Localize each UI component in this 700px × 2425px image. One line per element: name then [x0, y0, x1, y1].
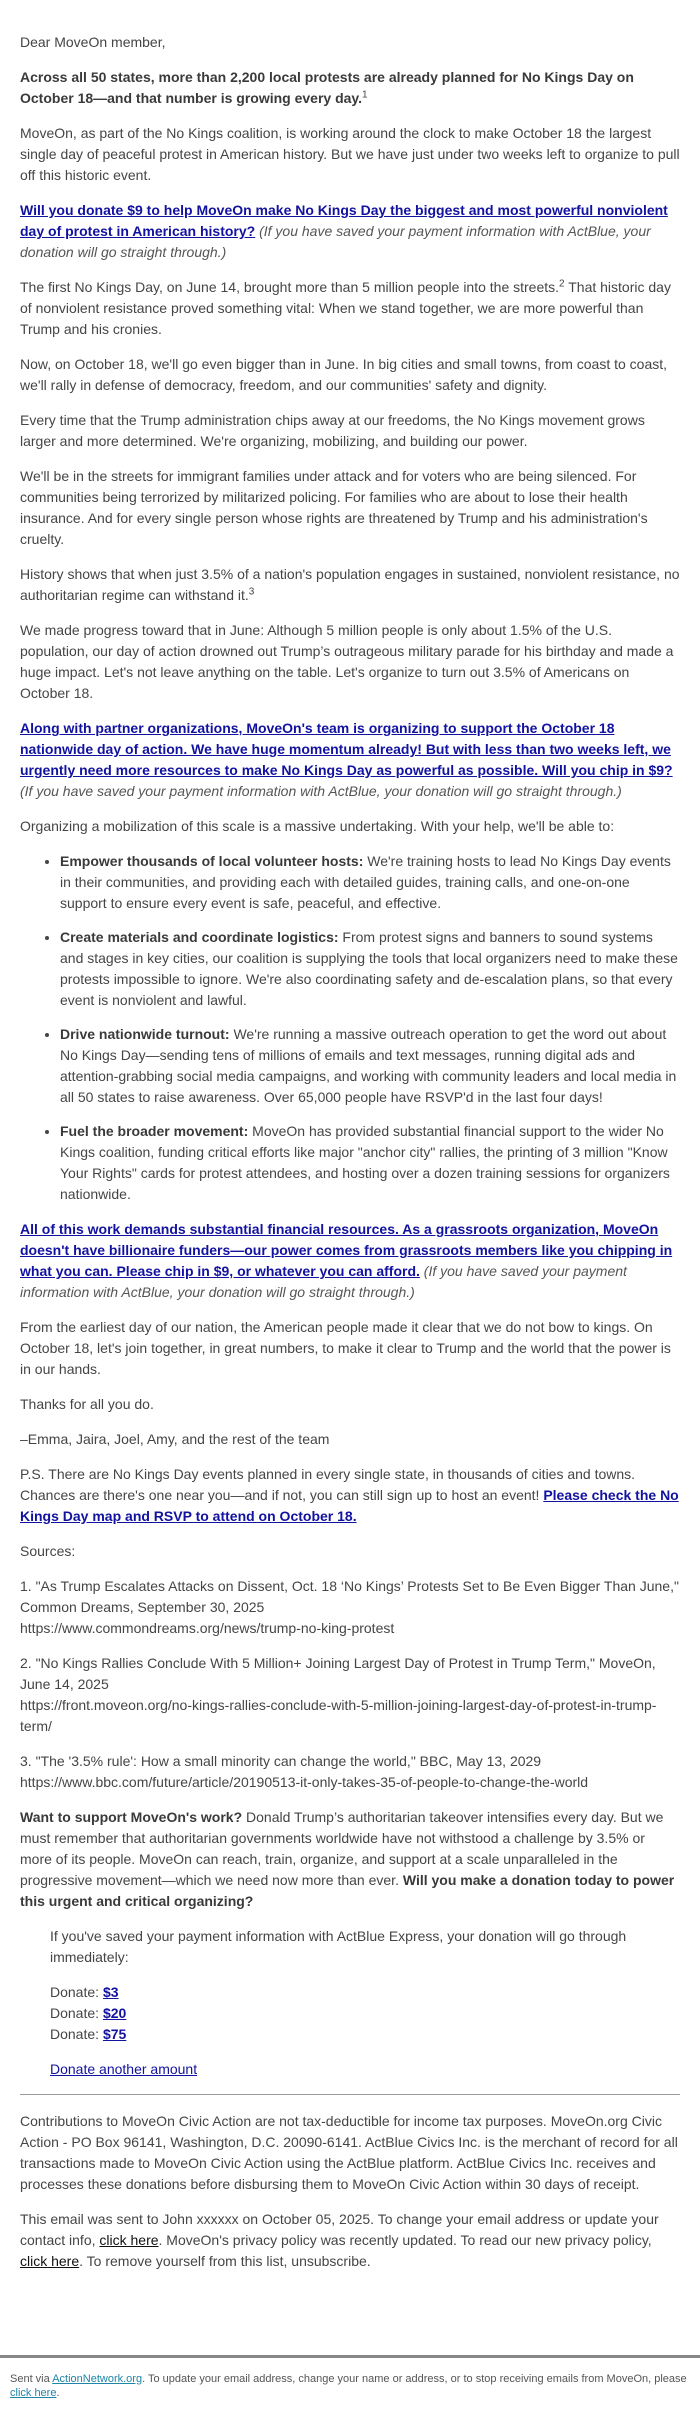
- update-contact-link[interactable]: click here: [99, 2232, 159, 2248]
- paragraph: The first No Kings Day, on June 14, brought more than 5 million people into the streets.$^2$ That historic day of nonviolent resistance proved something vital: When we stand together, we are more powerful than Trump and his cronies.: [20, 278, 671, 337]
- actionnetwork-link[interactable]: ActionNetwork.org: [52, 2373, 143, 2385]
- paragraph: We made progress toward that in June: Although 5 million people is only about 1.5% of the U.S. population, our day of action drowned out Trump’s outrageous military parade for his birthday and made a huge impact. Let's not leave anything on the table. Let's organize to turn out 3.5% of Americans on October 18.: [20, 622, 674, 701]
- footer-divider: [0, 2355, 700, 2358]
- signoff: –Emma, Jaira, Joel, Amy, and the rest of the team: [20, 1431, 330, 1447]
- paragraph: From the earliest day of our nation, the American people made it clear that we do not bow to kings. On October 18, let's join together, in great numbers, to make it clear to Trump and the world that the power is in our hands.: [20, 1319, 671, 1377]
- unsubscribe-link[interactable]: click here: [10, 2387, 57, 2399]
- donate-ask: Will you donate $9 to help MoveOn make No Kings Day the biggest and most powerful nonviolent day of protest in American history? (If you have saved your payment information with ActBlue, your donation will go straight through.): [20, 202, 668, 260]
- footnote-ref: 3: [248, 586, 255, 598]
- footer: Sent via ActionNetwork.org. To update your email address, change your name or address, or to stop receiving emails from MoveOn, please click here.: [10, 2373, 687, 2399]
- express-donate-block: [20, 1926, 680, 2080]
- support-paragraph: Want to support MoveOn's work? Donald Trump’s authoritarian takeover intensifies every day. But we must remember that authoritarian governments worldwide have not withstood a challenge by 3.5% or more of its people. MoveOn can reach, train, organize, and support at a scale unparalleled in the progressive movement—which we need now more than ever. Will you make a donation today to power this urgent and critical organizing?: [20, 1809, 675, 1909]
- paragraph: We'll be in the streets for immigrant families under attack and for voters who are being silenced. For communities being terrorized by militarized policing. For families who are about to lose their health insurance. And for every single person whose rights are threatened by Trump and his administration's cruelty.: [20, 468, 648, 547]
- donate-amounts: Donate: $3 Donate: $20 Donate: $75: [50, 1984, 127, 2042]
- source-url: https://www.bbc.com/future/article/20190513-it-only-takes-35-of-people-to-change-the-world: [20, 1774, 589, 1790]
- donate-other-amount-link[interactable]: Donate another amount: [50, 2061, 198, 2077]
- donate-link[interactable]: Will you donate $9 to help MoveOn make No Kings Day the biggest and most powerful nonviolent day of protest in American history?: [20, 202, 668, 239]
- list-item: • Drive nationwide turnout: We're running a massive outreach operation to get the word out about No Kings Day—sending tens of millions of emails and text messages, running digital ads and attention-grabbing social media campaigns, and working with community leaders and local media in all 50 states to raise awareness. Over 65,000 people have RSVP'd in the last four days!: [60, 1024, 680, 1108]
- postscript: P.S. There are No Kings Day events planned in every single state, in thousands of cities and towns. Chances are there's one near you—and if not, you can still sign up to host an event! Please check the No Kings Day map and RSVP to attend on October 18.: [20, 1466, 679, 1524]
- paragraph: MoveOn, as part of the No Kings coalition, is working around the clock to make October 18 the largest single day of peaceful protest in American history. But we have just under two weeks left to organize to pull off this historic event.: [20, 125, 680, 183]
- goals-list: [20, 851, 680, 1205]
- express-intro: If you've saved your payment information with ActBlue Express, your donation will go through immediately:: [50, 1928, 627, 1965]
- list-item: • Create materials and coordinate logistics: From protest signs and banners to sound systems and stages in key cities, our coalition is supplying the tools that local organizers need to make these protests impossible to ignore. We're also coordinating safety and de-escalation plans, so that every event is nonviolent and lawful.: [60, 927, 680, 1011]
- paragraph: History shows that when just 3.5% of a nation's population engages in sustained, nonviolent resistance, no authoritarian regime can withstand it.$^3$: [20, 566, 680, 603]
- paragraph: Organizing a mobilization of this scale is a massive undertaking. With your help, we'll be able to:: [20, 818, 615, 834]
- donate-link[interactable]: All of this work demands substantial financial resources. As a grassroots organization, MoveOn doesn't have billionaire funders—our power comes from grassroots members like you chipping in what you can. Please chip in $9, or whatever you can afford.: [20, 1221, 673, 1279]
- event-map-link[interactable]: Please check the No Kings Day map and RSVP to attend on October 18.: [20, 1487, 679, 1524]
- footnote-ref: 1: [362, 89, 368, 101]
- paragraph: Now, on October 18, we'll go even bigger than in June. In big cities and small towns, from coast to coast, we'll rally in defense of democracy, freedom, and our communities' safety and dignity.: [20, 356, 668, 393]
- source-item: 1. "As Trump Escalates Attacks on Dissent, Oct. 18 ‘No Kings’ Protests Set to Be Even Bigger Than June," Common Dreams, September 30, 2025 https://www.commondreams.org/news/trump-no-king-protest: [20, 1578, 679, 1636]
- divider: [20, 2094, 680, 2095]
- sent-info: This email was sent to John xxxxxx on October 05, 2025. To change your email address or update your contact info, click here. MoveOn's privacy policy was recently updated. To read our new privacy policy, click here. To remove yourself from this list, unsubscribe.: [20, 2211, 659, 2269]
- donate-3-button[interactable]: $3: [102, 1984, 119, 2000]
- list-item: • Fuel the broader movement: MoveOn has provided substantial financial support to the wider No Kings coalition, funding critical efforts like major "anchor city" rallies, the printing of 3 million "Know Your Rights" cards for protest attendees, and hosting over a dozen training sessions for organizers nationwide.: [60, 1121, 680, 1205]
- donate-20-button[interactable]: $20: [102, 2005, 127, 2021]
- donate-link[interactable]: Along with partner organizations, MoveOn's team is organizing to support the October 18 nationwide day of action. We have huge momentum already! But with less than two weeks left, we urgently need more resources to make No Kings Day as powerful as possible. Will you chip in $9?: [20, 720, 673, 778]
- donate-ask: Along with partner organizations, MoveOn's team is organizing to support the October 18 nationwide day of action. We have huge momentum already! But with less than two weeks left, we urgently need more resources to make No Kings Day as powerful as possible. Will you chip in $9? (If you have saved your payment information with ActBlue, your donation will go straight through.): [20, 720, 673, 799]
- paragraph: Every time that the Trump administration chips away at our freedoms, the No Kings movement grows larger and more determined. We're organizing, mobilizing, and building our power.: [20, 412, 645, 449]
- source-url: https://front.moveon.org/no-kings-rallies-conclude-with-5-million-joining-largest-day-of-protest-in-trump-term/: [20, 1697, 657, 1734]
- thanks: Thanks for all you do.: [20, 1396, 154, 1412]
- source-url: https://www.commondreams.org/news/trump-no-king-protest: [20, 1620, 395, 1636]
- sources-label: Sources:: [20, 1543, 76, 1559]
- donate-75-button[interactable]: $75: [102, 2026, 127, 2042]
- source-item: 3. "The '3.5% rule': How a small minority can change the world," BBC, May 13, 2029 https://www.bbc.com/future/article/20190513-it-only-takes-35-of-people-to-change-the-world: [20, 1753, 589, 1790]
- privacy-policy-link[interactable]: click here: [20, 2253, 80, 2269]
- donate-ask: All of this work demands substantial financial resources. As a grassroots organization, MoveOn doesn't have billionaire funders—our power comes from grassroots members like you chipping in what you can. Please chip in $9, or whatever you can afford. (If you have saved your payment information with ActBlue, your donation will go straight through.): [20, 1221, 673, 1300]
- greeting: Dear MoveOn member,: [20, 34, 166, 50]
- footnote-ref: 2: [559, 278, 565, 290]
- legal-text: Contributions to MoveOn Civic Action are not tax-deductible for income tax purposes. MoveOn.org Civic Action - PO Box 96141, Washington, D.C. 20090-6141. ActBlue Civics Inc. is the merchant of record for all transactions made to MoveOn Civic Action using the ActBlue platform. ActBlue Civics Inc. receives and processes these donations before disbursing them to MoveOn Civic Action within 30 days of receipt.: [20, 2113, 678, 2192]
- list-item: • Empower thousands of local volunteer hosts: We're training hosts to lead No Kings Day events in their communities, and providing each with detailed guides, training calls, and one-on-one support to ensure every event is safe, peaceful, and effective.: [60, 851, 680, 914]
- lead-paragraph: Across all 50 states, more than 2,200 local protests are already planned for No Kings Day on October 18—and that number is growing every day.$^1$: [20, 69, 634, 106]
- source-item: 2. "No Kings Rallies Conclude With 5 Million+ Joining Largest Day of Protest in Trump Term," MoveOn, June 14, 2025 https://front.moveon.org/no-kings-rallies-conclude-with-5-million-joining-largest-day-of-protest-in-trump-term/: [20, 1655, 657, 1734]
